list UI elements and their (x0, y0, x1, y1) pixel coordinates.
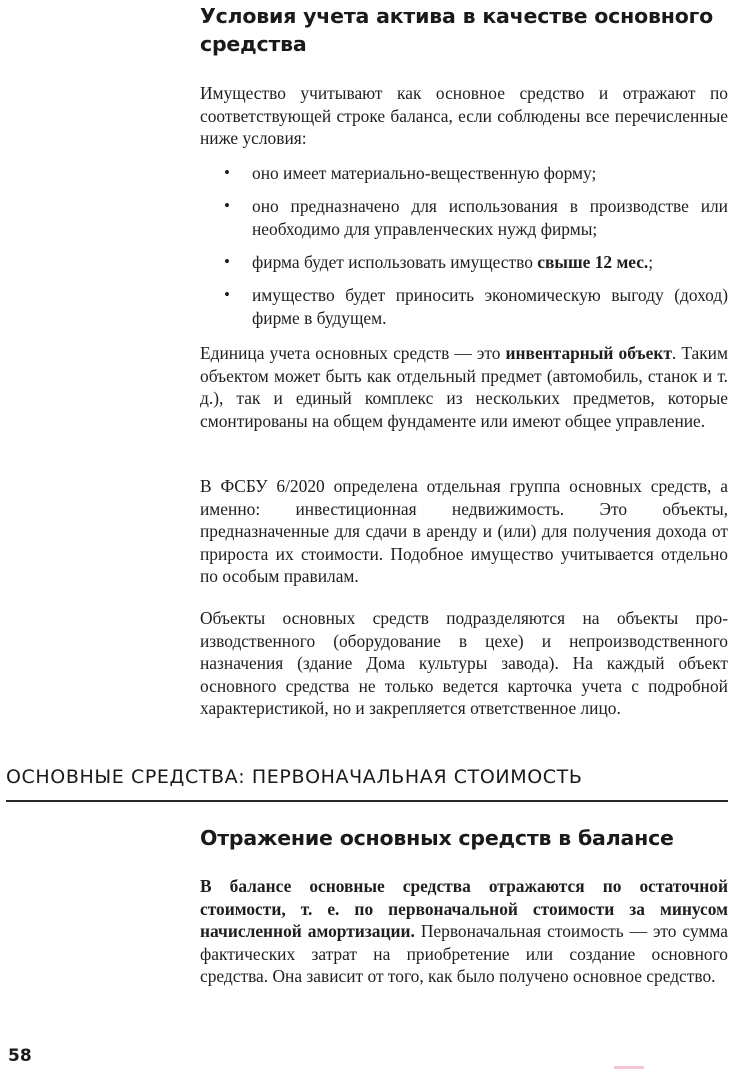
balance-paragraph: В балансе основные средства отражаются по остаточной стоимости, т. е. по первоначальной стоимости за минусом начисленной амортизации. Первоначальная стоимость — это сумма фактических затрат на приобретение или создание основного средства. Она зависит от того, как было получено основное средство. (200, 876, 729, 987)
unit-paragraph: Единица учета основных средств — это инвентарный объект. Таким объектом может быть как отдельный предмет (автомобиль, станок и т. д.), так и единый комплекс из нескольких предметов, которые смонтированы на общем фундаменте или имеют общее управление. (200, 343, 728, 431)
bold-term-inventory-object: инвентарный объект (505, 343, 672, 363)
decorative-mark (614, 1066, 644, 1069)
intro-paragraph: Имущество учитывают как основное средство и отражают по соответствующей строке баланса, если соблюдены все перечисленные ниже условия: (200, 83, 728, 149)
fsbu-paragraph: В ФСБУ 6/2020 определена отдельная группа основных средств, а именно: инвестиционная недвижимость. Это объекты, предназначенные для сдачи в аренду и (или) для получения дохода от прироста их стоимости. Подобное имущество учитывается отдельно по особым правилам. (200, 476, 728, 587)
objects-paragraph: Объекты основных средств подразделяются на объекты производственного (оборудование в цехе) и непроизводственного назначения (здание Дома культуры завода). На каждый объект основного средства не только ведется карточка учета с подробной характеристикой, но и закрепляется ответственное лицо. (200, 608, 728, 719)
bullet-icon: • (224, 285, 230, 304)
list-item: • имущество будет приносить экономическую выгоду (доход) фирме в будущем. (224, 285, 728, 328)
heading-balance-reflection: Отражение основных средств в балансе (200, 826, 674, 850)
bullet-icon: • (224, 252, 230, 271)
page-number: 58 (8, 1046, 32, 1066)
section-divider (6, 800, 728, 802)
list-item: • фирма будет использовать имущество свыше 12 мес.; (224, 252, 654, 272)
bold-lead-sentence: В балансе основные средства отражаются по остаточной стоимости, т. е. по первоначальной стоимости за минусом начисленной амортизации. (200, 876, 728, 942)
section-title: ОСНОВНЫЕ СРЕДСТВА: ПЕРВОНАЧАЛЬНАЯ СТОИМОСТЬ (6, 766, 583, 788)
bullet-icon: • (224, 163, 230, 182)
bold-term-duration: свыше 12 мес. (537, 252, 649, 272)
list-item: • оно имеет материально-вещественную форму; (224, 163, 597, 183)
heading-asset-conditions: Условия учета актива в качестве основного средства (200, 4, 713, 56)
list-item: • оно предназначено для использования в производстве или необходимо для управленческих нужд фирмы; (224, 196, 728, 239)
bullet-icon: • (224, 196, 230, 215)
